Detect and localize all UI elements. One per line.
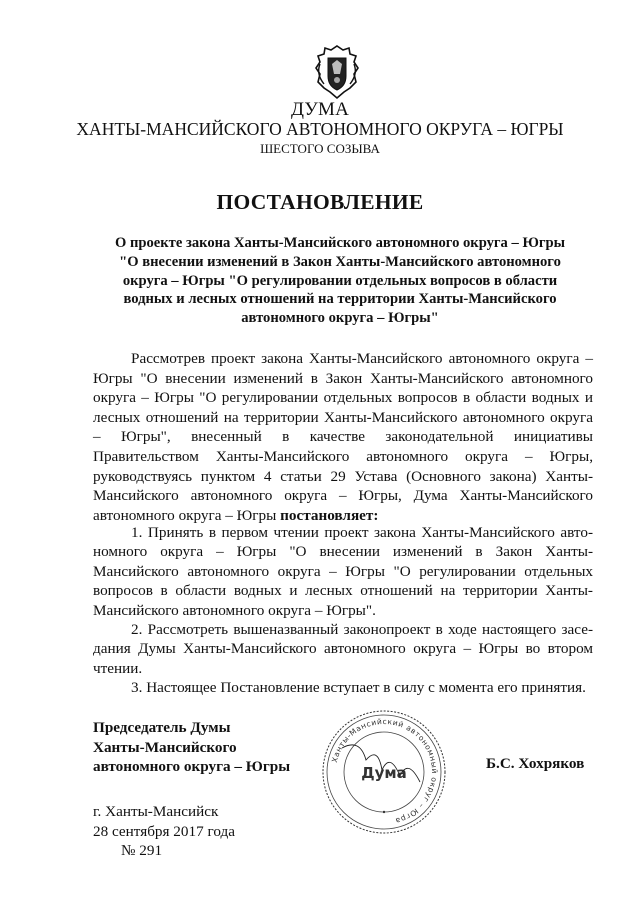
subject-line: О проекте закона Ханты-Мансийского автономного округа – Югры	[114, 235, 566, 251]
chair-line: Председатель Думы	[93, 719, 231, 736]
signer-name: Б.С. Хохряков	[486, 755, 585, 772]
resolves-word: постановляет:	[280, 506, 379, 524]
preamble-text	[93, 349, 593, 525]
resolution-item-1: 1. Принять в первом чтении проект закона Ханты-Мансийского автономного округа – Югры "О внесении изменений в Закон Ханты-Мансийского автономного округа – Югры "О регулировании отдельных вопросов в области водных и лесных отношений на территории Ханты-Мансийского автономного округа – Югры".	[93, 524, 593, 619]
org-name-line1: ДУМА	[290, 99, 350, 120]
resolution-subject	[100, 234, 580, 328]
subject-line: водных и лесных отношений на территории Ханты-Мансийского	[123, 291, 557, 308]
chair-line: Ханты-Мансийского	[93, 738, 237, 756]
chair-title	[93, 718, 290, 777]
convocation-line: ШЕСТОГО СОЗЫВА	[260, 141, 380, 156]
city: г. Ханты-Мансийск	[93, 803, 219, 820]
document-number: № 291	[121, 842, 163, 860]
subject-line: округа – Югры "О регулировании отдельных вопросов в области	[122, 272, 558, 289]
resolution-item-3: 3. Настоящее Постановление вступает в силу с момента его принятия.	[131, 679, 586, 697]
official-stamp	[320, 708, 448, 836]
preamble-body: Рассмотрев проект закона Ханты-Мансийского автономного округа – Югры "О внесении изменений в Закон Ханты-Мансийского автономного округа – Югры "О регулировании отдельных вопросов в области водных и лесных отношений на территории Ханты-Мансийского автономного округа – Югры", внесенный в качестве законодательной инициативы Правительством Ханты-Мансийского автономного округа – Югры, руководствуясь пунктом 4 статьи 29 Устава (Основного закона) Ханты-Мансийского автономного округа – Югры, Дума Ханты-Мансийского автономного округа – Югры	[93, 350, 593, 524]
chair-line: автономного округа – Югры	[93, 758, 291, 776]
stamp-ring-text: Ханты-Мансийский автономный округ – Югра	[329, 716, 440, 826]
org-name-line2: ХАНТЫ-МАНСИЙСКОГО АВТОНОМНОГО ОКРУГА – ЮГРЫ	[76, 119, 564, 139]
resolution-item-2: 2. Рассмотреть вышеназванный законопроект в ходе настоящего заседания Думы Ханты-Мансийского автономного округа – Югры во втором чтении.	[93, 621, 593, 677]
document-title: ПОСТАНОВЛЕНИЕ	[216, 190, 424, 214]
coat-of-arms-icon	[314, 44, 360, 100]
date: 28 сентября 2017 года	[93, 822, 235, 840]
stamp-center-text: Дума	[361, 764, 407, 782]
subject-line: автономного округа – Югры"	[241, 310, 439, 327]
place-date-block	[93, 802, 235, 861]
resolution-items	[93, 523, 593, 698]
subject-line: "О внесении изменений в Закон Ханты-Мансийского автономного	[119, 253, 561, 270]
preamble	[93, 349, 593, 525]
